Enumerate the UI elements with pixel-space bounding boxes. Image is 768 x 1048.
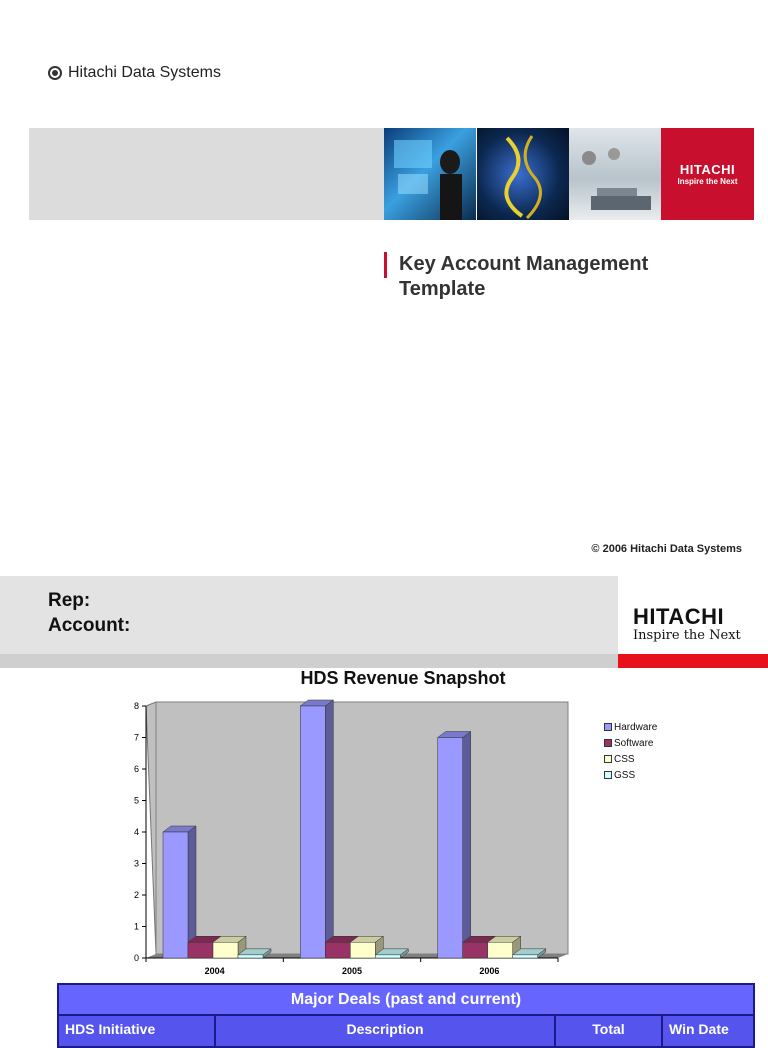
y-tick-label: 8 <box>133 701 139 711</box>
legend-item <box>604 767 657 783</box>
rep-label: Rep: <box>48 590 91 611</box>
legend-swatch <box>604 771 612 779</box>
bar-gss <box>375 955 400 958</box>
divider-red <box>618 654 768 668</box>
account-label: Account: <box>48 615 131 636</box>
y-tick-label: 6 <box>133 764 139 774</box>
banner-tagline: Inspire the Next <box>677 177 738 186</box>
logo-tagline: Inspire the Next <box>633 628 741 643</box>
y-tick-label: 5 <box>133 795 139 806</box>
legend-label: CSS <box>614 753 635 765</box>
bar-software <box>325 942 350 958</box>
y-tick-label: 2 <box>133 890 139 900</box>
banner-grey-block <box>29 128 384 220</box>
bar-side <box>325 700 333 958</box>
bar-hardware <box>438 738 463 959</box>
hds-logo <box>48 64 221 82</box>
column-header: Description <box>216 1016 556 1046</box>
bar-css <box>488 942 513 958</box>
bar-gss <box>238 955 263 958</box>
legend-label: GSS <box>614 769 636 781</box>
bar-hardware <box>163 832 188 958</box>
copyright-text: © 2006 Hitachi Data Systems <box>591 543 742 555</box>
column-header: Win Date <box>669 1021 729 1037</box>
bar-software <box>463 942 488 958</box>
logo-text: Hitachi Data Systems <box>68 64 221 81</box>
title-accent-bar <box>384 252 387 278</box>
revenue-chart <box>110 696 580 980</box>
bar-software <box>188 942 213 958</box>
banner-image-office <box>569 128 661 220</box>
chart-plot-area <box>156 702 568 954</box>
legend-label: Software <box>614 737 654 749</box>
bar-css <box>350 942 375 958</box>
major-deals-table <box>57 983 755 1048</box>
column-header: Total <box>556 1016 663 1046</box>
banner-brand: HITACHI <box>679 162 736 177</box>
divider-grey <box>0 654 618 668</box>
bar-hardware <box>300 706 325 958</box>
legend-item <box>604 735 657 751</box>
x-tick-label: 2005 <box>341 966 363 976</box>
bar-css <box>213 942 238 958</box>
column-header: HDS Initiative <box>59 1016 216 1046</box>
bar-side <box>463 732 471 959</box>
legend-label: Hardware <box>614 721 658 733</box>
table-header-row <box>59 1016 753 1046</box>
legend-swatch <box>604 739 612 747</box>
chart-legend <box>604 719 657 783</box>
chart-title: HDS Revenue Snapshot <box>300 668 506 688</box>
y-tick-label: 3 <box>133 858 139 869</box>
logo-brand: HITACHI <box>633 604 725 629</box>
y-tick-label: 1 <box>133 921 139 932</box>
bar-gss <box>513 955 538 958</box>
y-tick-label: 0 <box>133 953 139 963</box>
legend-swatch <box>604 723 612 731</box>
hitachi-logo-icon <box>48 66 62 80</box>
y-tick-label: 7 <box>133 732 139 743</box>
y-tick-label: 4 <box>133 827 139 837</box>
banner-image-touchscreen <box>384 128 476 220</box>
x-tick-label: 2004 <box>204 966 225 976</box>
hitachi-brand-block <box>661 128 754 220</box>
table-title: Major Deals (past and current) <box>59 985 753 1016</box>
legend-swatch <box>604 755 612 763</box>
hitachi-logo <box>633 604 741 643</box>
title-line-2: Template <box>399 278 486 300</box>
x-tick-label: 2006 <box>479 966 500 976</box>
banner-image-dna <box>477 128 569 220</box>
legend-item <box>604 719 657 735</box>
legend-item <box>604 751 657 767</box>
page-title <box>399 252 739 302</box>
title-line-1: Key Account Management <box>399 253 649 275</box>
